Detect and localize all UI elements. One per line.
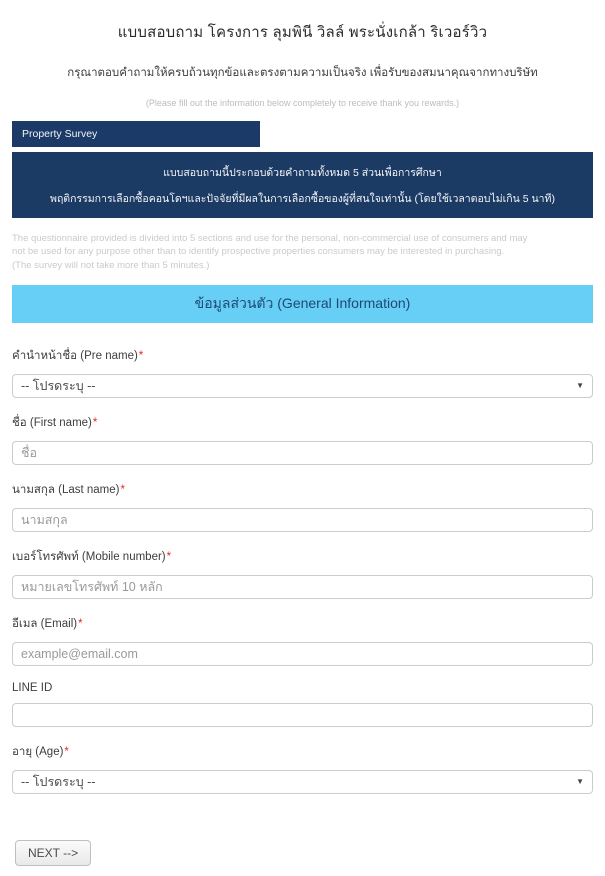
pre-name-select-value: -- โปรดระบุ --	[21, 378, 96, 393]
age-label-text: อายุ (Age)	[12, 745, 64, 758]
line-id-input[interactable]	[12, 703, 593, 727]
section-title: ข้อมูลส่วนตัว (General Information)	[194, 294, 411, 311]
last-name-label	[12, 481, 593, 499]
first-name-input[interactable]	[12, 441, 593, 465]
first-name-label-text: ชื่อ (First name)	[12, 416, 92, 429]
age-select[interactable]	[12, 770, 593, 794]
mobile-number-label	[12, 548, 593, 566]
next-button[interactable]: NEXT -->	[15, 840, 91, 866]
disclaimer-line1: The questionnaire provided is divided into 5 sections and use for the personal, non-commercial use of consumers and may	[12, 233, 528, 244]
field-pre-name	[12, 347, 593, 398]
tab-label: Property Survey	[22, 128, 98, 140]
disclaimer-text	[12, 232, 593, 272]
general-information-form	[0, 323, 605, 876]
age-label	[12, 743, 593, 761]
intro-banner	[12, 152, 593, 218]
age-select-value: -- โปรดระบุ --	[21, 774, 96, 789]
chevron-down-icon: ▼	[576, 776, 584, 786]
mobile-number-label-text: เบอร์โทรศัพท์ (Mobile number)	[12, 550, 166, 563]
email-label	[12, 615, 593, 633]
pre-name-label	[12, 347, 593, 365]
required-asterisk: *	[78, 617, 83, 630]
disclaimer-line2: not be used for any purpose other than to identify prospective properties consumers may be interested in purchasing.	[12, 246, 505, 258]
chevron-down-icon: ▼	[576, 380, 584, 390]
field-line-id	[12, 682, 593, 727]
field-first-name	[12, 414, 593, 465]
mobile-number-input[interactable]	[12, 575, 593, 599]
field-age	[12, 743, 593, 794]
last-name-input[interactable]	[12, 508, 593, 532]
field-email	[12, 615, 593, 666]
pre-name-label-text: คำนำหน้าชื่อ (Pre name)	[12, 349, 138, 362]
intro-banner-line1: แบบสอบถามนี้ประกอบด้วยคำถามทั้งหมด 5 ส่วนเพื่อการศึกษา	[163, 166, 442, 179]
email-input[interactable]	[12, 642, 593, 666]
first-name-label	[12, 414, 593, 432]
pre-name-select[interactable]	[12, 374, 593, 398]
tab-property-survey[interactable]	[12, 121, 260, 147]
line-id-label	[12, 682, 593, 694]
required-asterisk: *	[92, 416, 98, 429]
page-note: (Please fill out the information below completely to receive thank you rewards.)	[145, 98, 460, 108]
email-label-text: อีเมล (Email)	[12, 617, 78, 630]
line-id-label-text: LINE ID	[12, 681, 53, 694]
required-asterisk: *	[64, 745, 69, 758]
page-subtitle: กรุณาตอบคำถามให้ครบถ้วนทุกข้อและตรงตามความเป็นจริง เพื่อรับของสมนาคุณจากทางบริษัท	[67, 67, 538, 79]
field-last-name	[12, 481, 593, 532]
field-mobile-number	[12, 548, 593, 599]
disclaimer-line3: (The survey will not take more than 5 minutes.)	[12, 259, 210, 271]
page-title: แบบสอบถาม โครงการ ลุมพินี วิลล์ พระนั่งเกล้า ริเวอร์วิว	[117, 24, 488, 41]
intro-banner-line2: พฤติกรรมการเลือกซื้อคอนโดฯและปัจจัยที่มีผลในการเลือกซื้อของผู้ที่สนใจเท่านั้น (โดยใช้เวลาตอบไม่เกิน 5 นาที)	[50, 192, 555, 205]
required-asterisk: *	[138, 349, 144, 362]
required-asterisk: *	[120, 483, 125, 496]
last-name-label-text: นามสกุล (Last name)	[12, 483, 120, 496]
required-asterisk: *	[166, 550, 172, 563]
section-header-general-information	[12, 285, 593, 323]
